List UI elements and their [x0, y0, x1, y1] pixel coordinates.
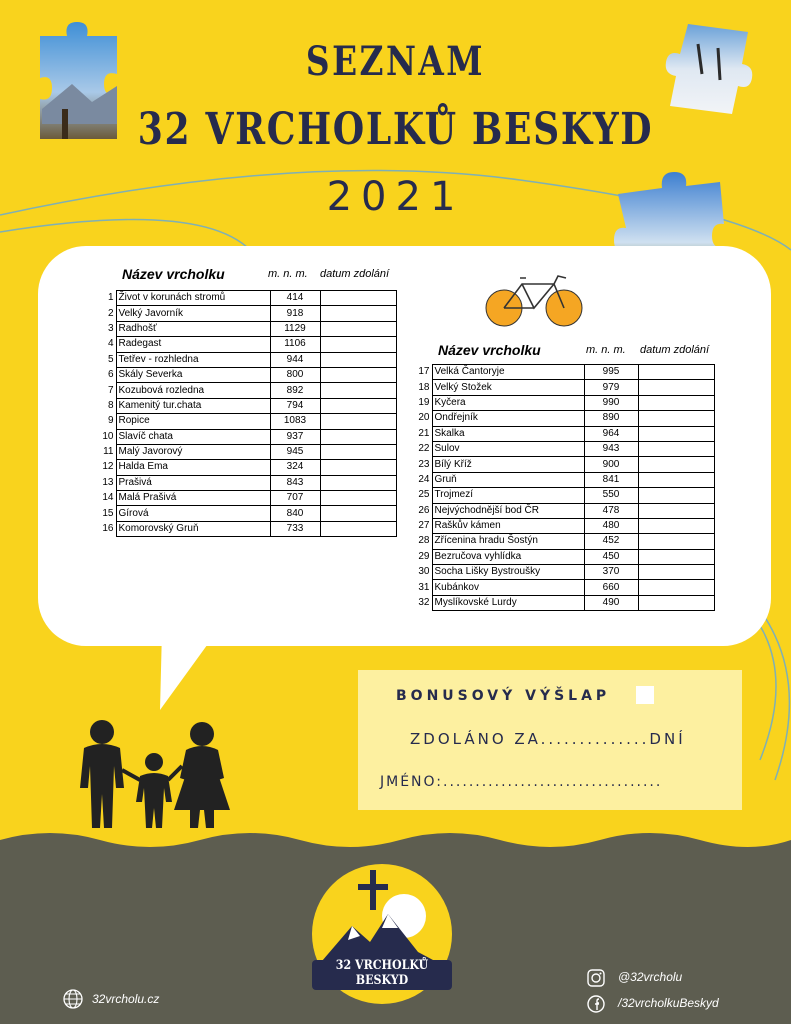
table-row: [90, 491, 396, 506]
peak-altitude: 890: [584, 411, 638, 426]
peak-name: Kozubová rozledna: [116, 383, 270, 398]
row-number: 22: [404, 441, 432, 456]
row-number: 18: [404, 380, 432, 395]
row-number: 10: [90, 429, 116, 444]
table-row: [90, 321, 396, 336]
row-number: 32: [404, 595, 432, 610]
table-row: [90, 475, 396, 490]
date-cell[interactable]: [638, 549, 714, 564]
peak-name: Ondřejník: [432, 411, 584, 426]
peak-name: Skalka: [432, 426, 584, 441]
peak-altitude: 944: [270, 352, 320, 367]
peak-altitude: 370: [584, 565, 638, 580]
table-row: [90, 352, 396, 367]
table-row: [90, 337, 396, 352]
title-line-2: 32 VRCHOLKŮ BESKYD: [137, 104, 654, 155]
date-cell[interactable]: [320, 491, 396, 506]
peak-name: Život v korunách stromů: [116, 291, 270, 306]
date-cell[interactable]: [638, 503, 714, 518]
date-cell[interactable]: [320, 460, 396, 475]
peak-altitude: 1106: [270, 337, 320, 352]
table-row: [404, 595, 714, 610]
table-row: [90, 444, 396, 459]
date-cell[interactable]: [638, 441, 714, 456]
table-row: [404, 503, 714, 518]
peak-name: Slavíč chata: [116, 429, 270, 444]
row-number: 9: [90, 414, 116, 429]
date-cell[interactable]: [320, 398, 396, 413]
peak-altitude: 918: [270, 306, 320, 321]
table-row: [404, 426, 714, 441]
peak-name: Raškův kámen: [432, 518, 584, 533]
peak-name: Myslíkovské Lurdy: [432, 595, 584, 610]
bonus-box: [358, 670, 742, 810]
peak-name: Velký Javorník: [116, 306, 270, 321]
table-row: [404, 472, 714, 487]
right-col-alt-header: m. n. m.: [586, 344, 626, 356]
left-col-alt-header: m. n. m.: [268, 268, 308, 280]
row-number: 19: [404, 395, 432, 410]
date-cell[interactable]: [320, 337, 396, 352]
peak-name: Gruň: [432, 472, 584, 487]
row-number: 3: [90, 321, 116, 336]
table-row: [90, 367, 396, 382]
peak-altitude: 490: [584, 595, 638, 610]
bonus-label: BONUSOVÝ VÝŠLAP: [396, 688, 611, 704]
peak-name: Zřícenina hradu Šostýn: [432, 534, 584, 549]
title-line-1: SEZNAM: [305, 38, 486, 85]
peak-name: Radhošť: [116, 321, 270, 336]
peak-altitude: 478: [584, 503, 638, 518]
row-number: 17: [404, 365, 432, 380]
date-cell[interactable]: [638, 411, 714, 426]
peak-name: Kubánkov: [432, 580, 584, 595]
bicycle-icon: [484, 272, 584, 330]
date-cell[interactable]: [320, 414, 396, 429]
peak-altitude: 733: [270, 521, 320, 536]
table-row: [404, 365, 714, 380]
peak-altitude: 943: [584, 441, 638, 456]
date-cell[interactable]: [320, 475, 396, 490]
row-number: 13: [90, 475, 116, 490]
table-row: [404, 380, 714, 395]
date-cell[interactable]: [638, 488, 714, 503]
left-col-date-header: datum zdolání: [320, 268, 390, 280]
table-row: [404, 441, 714, 456]
date-cell[interactable]: [320, 506, 396, 521]
instagram-icon: [586, 968, 606, 988]
table-row: [404, 565, 714, 580]
website-link[interactable]: 32vrcholu.cz: [92, 992, 160, 1006]
table-row: [404, 534, 714, 549]
peak-altitude: 995: [584, 365, 638, 380]
table-row: [404, 488, 714, 503]
table-row: [90, 291, 396, 306]
date-cell[interactable]: [320, 521, 396, 536]
peak-altitude: 660: [584, 580, 638, 595]
date-cell[interactable]: [638, 580, 714, 595]
table-row: [90, 460, 396, 475]
date-cell[interactable]: [320, 306, 396, 321]
date-cell[interactable]: [320, 383, 396, 398]
row-number: 7: [90, 383, 116, 398]
peak-altitude: 707: [270, 491, 320, 506]
row-number: 27: [404, 518, 432, 533]
facebook-handle[interactable]: /32vrcholkuBeskyd: [618, 996, 719, 1010]
row-number: 23: [404, 457, 432, 472]
peak-altitude: 794: [270, 398, 320, 413]
peak-altitude: 414: [270, 291, 320, 306]
peak-name: Ropice: [116, 414, 270, 429]
peak-altitude: 892: [270, 383, 320, 398]
date-cell[interactable]: [638, 534, 714, 549]
date-cell[interactable]: [320, 444, 396, 459]
left-col-name-header: Název vrcholku: [122, 266, 225, 282]
peak-altitude: 1129: [270, 321, 320, 336]
bonus-checkbox[interactable]: [636, 686, 654, 704]
table-row: [90, 506, 396, 521]
table-row: [90, 398, 396, 413]
row-number: 12: [90, 460, 116, 475]
peaks-table-right: [404, 364, 715, 611]
peak-altitude: 900: [584, 457, 638, 472]
peak-name: Bílý Kříž: [432, 457, 584, 472]
table-row: [404, 580, 714, 595]
table-row: [90, 429, 396, 444]
peak-altitude: 1083: [270, 414, 320, 429]
peak-altitude: 840: [270, 506, 320, 521]
row-number: 15: [90, 506, 116, 521]
peak-name: Trojmezí: [432, 488, 584, 503]
peak-altitude: 841: [584, 472, 638, 487]
date-cell[interactable]: [638, 472, 714, 487]
peak-name: Kamenitý tur.chata: [116, 398, 270, 413]
facebook-icon: [586, 994, 606, 1014]
table-row: [90, 521, 396, 536]
peak-name: Radegast: [116, 337, 270, 352]
peak-altitude: 480: [584, 518, 638, 533]
row-number: 8: [90, 398, 116, 413]
peak-name: Malý Javorový: [116, 444, 270, 459]
peak-name: Prašivá: [116, 475, 270, 490]
date-cell[interactable]: [320, 291, 396, 306]
date-cell[interactable]: [638, 365, 714, 380]
peak-altitude: 452: [584, 534, 638, 549]
peak-name: Tetřev - rozhledna: [116, 352, 270, 367]
row-number: 14: [90, 491, 116, 506]
peak-altitude: 990: [584, 395, 638, 410]
peak-name: Nejvýchodnější bod ČR: [432, 503, 584, 518]
speech-bubble-tail: [160, 630, 220, 710]
peak-altitude: 937: [270, 429, 320, 444]
peak-altitude: 945: [270, 444, 320, 459]
date-cell[interactable]: [320, 429, 396, 444]
logo-text: 32 VRCHOLKŮ BESKYD: [335, 958, 429, 988]
peak-altitude: 324: [270, 460, 320, 475]
table-row: [404, 411, 714, 426]
peak-name: Malá Prašivá: [116, 491, 270, 506]
name-field[interactable]: JMÉNO:..................................: [380, 774, 663, 790]
row-number: 1: [90, 291, 116, 306]
peak-altitude: 800: [270, 367, 320, 382]
row-number: 26: [404, 503, 432, 518]
row-number: 20: [404, 411, 432, 426]
table-row: [90, 414, 396, 429]
date-cell[interactable]: [638, 595, 714, 610]
peak-name: Velký Stožek: [432, 380, 584, 395]
peak-altitude: 979: [584, 380, 638, 395]
table-row: [90, 383, 396, 398]
row-number: 4: [90, 337, 116, 352]
right-col-date-header: datum zdolání: [640, 344, 710, 356]
right-col-name-header: Název vrcholku: [438, 342, 541, 358]
table-row: [404, 395, 714, 410]
row-number: 6: [90, 367, 116, 382]
days-field[interactable]: ZDOLÁNO ZA..............DNÍ: [410, 730, 686, 748]
date-cell[interactable]: [638, 565, 714, 580]
table-row: [404, 518, 714, 533]
peak-name: Bezručova vyhlídka: [432, 549, 584, 564]
row-number: 24: [404, 472, 432, 487]
table-row: [404, 457, 714, 472]
peak-name: Sulov: [432, 441, 584, 456]
row-number: 25: [404, 488, 432, 503]
row-number: 21: [404, 426, 432, 441]
peak-altitude: 450: [584, 549, 638, 564]
peak-name: Kyčera: [432, 395, 584, 410]
peak-altitude: 964: [584, 426, 638, 441]
date-cell[interactable]: [638, 457, 714, 472]
row-number: 16: [90, 521, 116, 536]
table-row: [90, 306, 396, 321]
peak-altitude: 550: [584, 488, 638, 503]
instagram-handle[interactable]: @32vrcholu: [618, 970, 683, 984]
date-cell[interactable]: [638, 518, 714, 533]
peak-name: Velká Čantoryje: [432, 365, 584, 380]
date-cell[interactable]: [638, 395, 714, 410]
row-number: 5: [90, 352, 116, 367]
row-number: 28: [404, 534, 432, 549]
row-number: 29: [404, 549, 432, 564]
date-cell[interactable]: [320, 352, 396, 367]
date-cell[interactable]: [638, 426, 714, 441]
peak-altitude: 843: [270, 475, 320, 490]
row-number: 30: [404, 565, 432, 580]
peak-name: Gírová: [116, 506, 270, 521]
peak-name: Skály Severka: [116, 367, 270, 382]
peak-name: Halda Ema: [116, 460, 270, 475]
date-cell[interactable]: [638, 380, 714, 395]
peak-name: Komorovský Gruň: [116, 521, 270, 536]
peaks-table-left: [90, 290, 397, 537]
row-number: 31: [404, 580, 432, 595]
globe-icon: [62, 988, 84, 1010]
peak-name: Socha Lišky Bystroušky: [432, 565, 584, 580]
table-row: [404, 549, 714, 564]
title-year: 2021: [326, 174, 465, 220]
row-number: 11: [90, 444, 116, 459]
date-cell[interactable]: [320, 367, 396, 382]
date-cell[interactable]: [320, 321, 396, 336]
row-number: 2: [90, 306, 116, 321]
family-icon: [74, 718, 234, 830]
